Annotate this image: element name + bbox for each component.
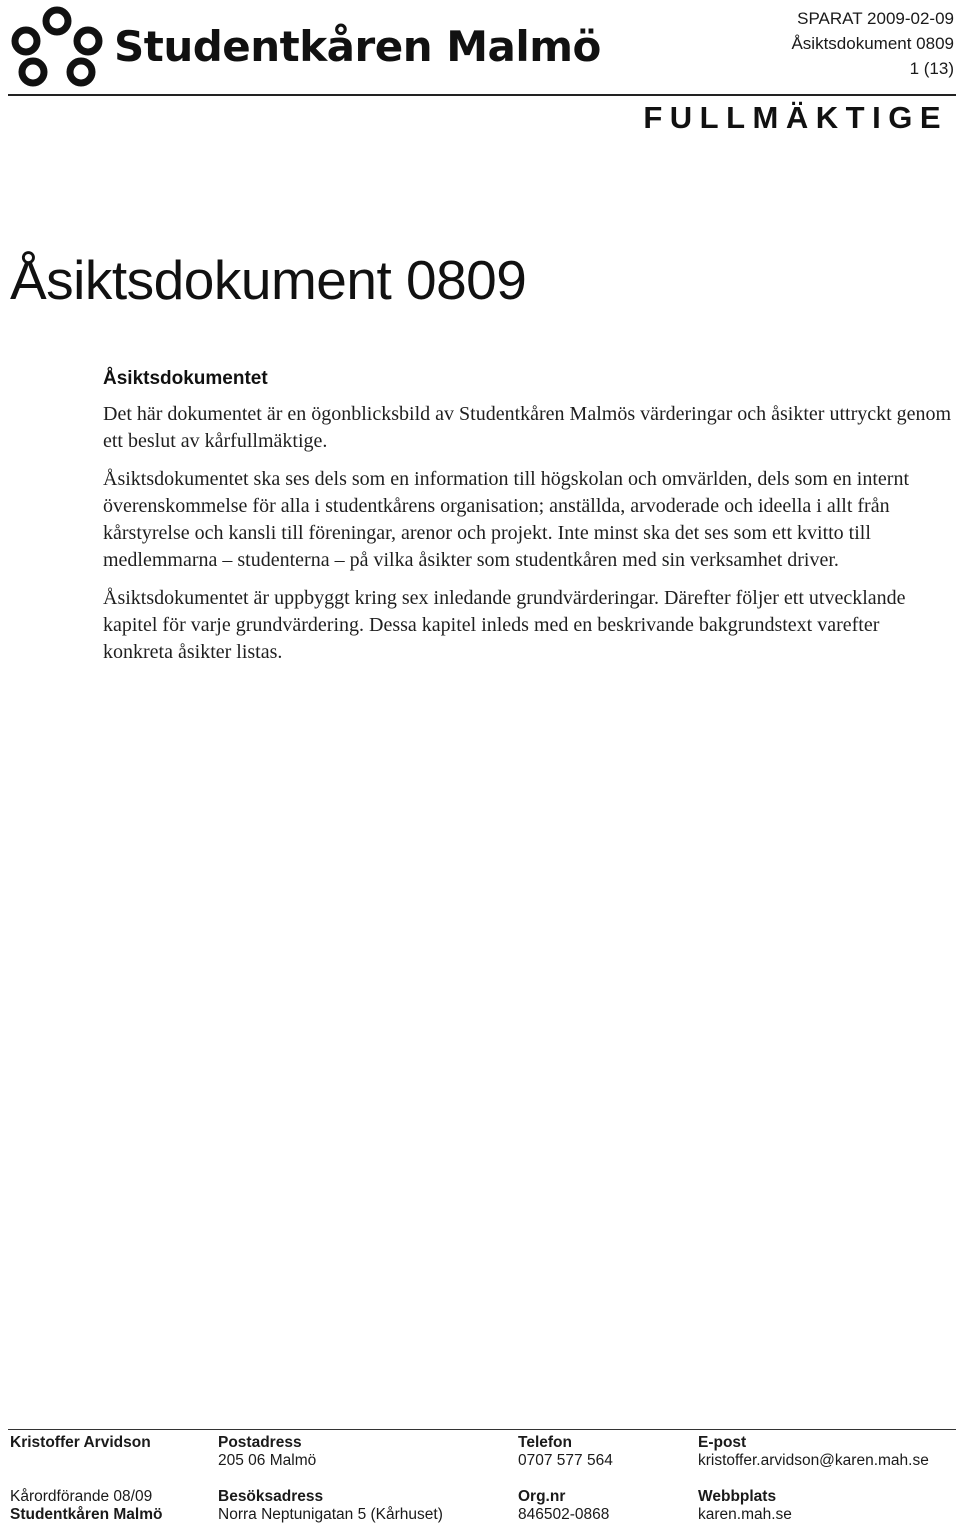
logo-wordmark: Studentkåren Malmö <box>114 22 601 71</box>
footer-address-column <box>218 1434 443 1524</box>
header-divider <box>8 94 956 96</box>
footer-web-column <box>698 1434 929 1524</box>
visit-value: Norra Neptunigatan 5 (Kårhuset) <box>218 1506 443 1523</box>
header-meta <box>791 6 954 81</box>
org-logo <box>8 4 601 88</box>
web-link[interactable]: karen.mah.se <box>698 1506 792 1523</box>
section-title: FULLMÄKTIGE <box>643 100 948 135</box>
web-label: Webbplats <box>698 1488 777 1505</box>
email-link[interactable]: kristoffer.arvidson@karen.mah.se <box>698 1452 929 1469</box>
subheading: Åsiktsdokumentet <box>103 368 268 389</box>
phone-value: 0707 577 564 <box>518 1452 613 1469</box>
email-label: E-post <box>698 1434 747 1451</box>
visit-label: Besöksadress <box>218 1488 324 1505</box>
paragraph: Åsiktsdokumentet är uppbyggt kring sex inledande grundvärderingar. Därefter följer ett utvecklande kapitel för varje grundvärdering. Dessa kapitel inleds med en beskrivande bakgrundstext varefter konkreta åsikter listas. <box>103 587 906 663</box>
footer-divider <box>8 1429 956 1430</box>
postal-label: Postadress <box>218 1434 302 1451</box>
document-name: Åsiktsdokument 0809 <box>791 34 954 53</box>
contact-org: Studentkåren Malmö <box>10 1506 163 1523</box>
paragraph: Det här dokumentet är en ögonblicksbild av Studentkåren Malmös värderingar och åsikter uttryckt genom ett beslut av kårfullmäktige. <box>103 403 952 452</box>
page-number: 1 (13) <box>909 59 954 78</box>
contact-name: Kristoffer Arvidson <box>10 1434 151 1451</box>
orgnr-value: 846502-0868 <box>518 1506 610 1523</box>
document-body <box>103 368 953 677</box>
postal-value: 205 06 Malmö <box>218 1452 317 1469</box>
document-title: Åsiktsdokument 0809 <box>10 249 527 311</box>
footer-contact-column <box>10 1434 162 1524</box>
footer-phone-column <box>518 1434 613 1524</box>
saved-date: SPARAT 2009-02-09 <box>797 9 954 28</box>
circles-logo-icon <box>8 4 108 88</box>
orgnr-label: Org.nr <box>518 1488 566 1505</box>
phone-label: Telefon <box>518 1434 572 1451</box>
paragraph: Åsiktsdokumentet ska ses dels som en information till högskolan och omvärlden, dels som en internt överenskommelse för alla i studentkårens organisation; anställda, arvoderade och ideella i allt från kårstyrelse och kansli till föreningar, arenor och projekt. Inte minst ska det ses som ett kvitto till medlemmarna – studenterna – på vilka åsikter som studentkåren med sin verksamhet driver. <box>103 468 909 571</box>
contact-role: Kårordförande 08/09 <box>10 1488 153 1505</box>
